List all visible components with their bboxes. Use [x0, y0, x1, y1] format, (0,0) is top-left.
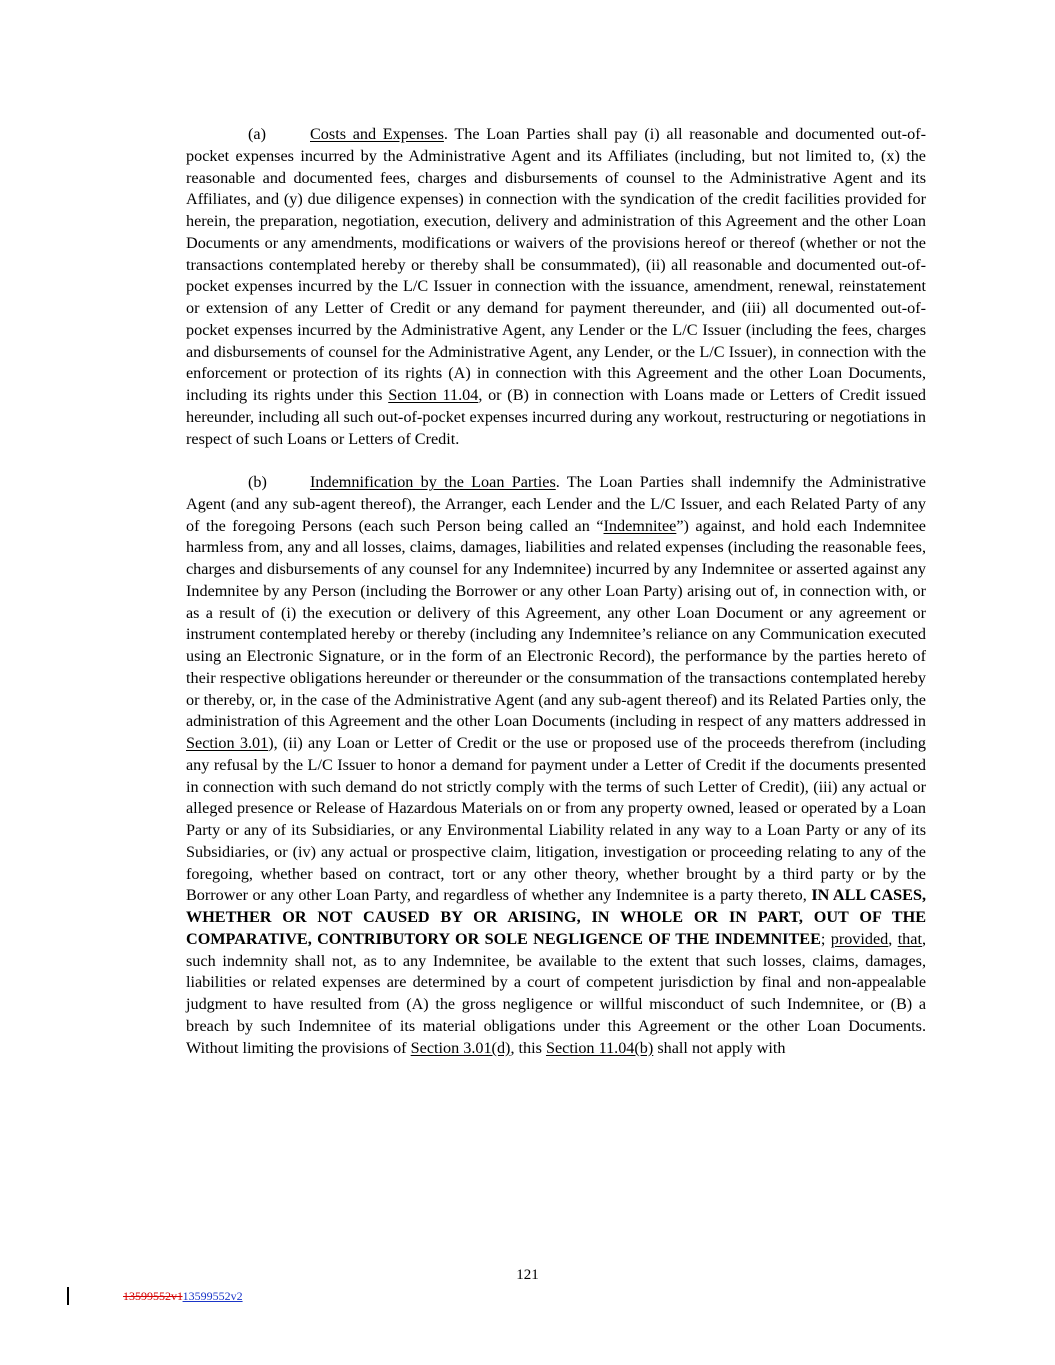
paragraph-costs-and-expenses: (a) Costs and Expenses. The Loan Parties shall pay (i) all reasonable and documented out-of-pocket expenses incurred by the Administrative Agent and its Affiliates (including, but not limited to, (x) the reasonable and documented fees, charges and disbursements of counsel to the Administrative Agent and its Affiliates, and (y) due diligence expenses) in connection with the syndication of the credit facilities provided for herein, the preparation, negotiation, execution, delivery and administration of this Agreement and the other Loan Documents or any amendments, modifications or waivers of the provisions hereof or thereof (whether or not the transactions contemplated hereby or thereby shall be consummated), (ii) all reasonable and documented out-of-pocket expenses incurred by the L/C Issuer in connection with the issuance, amendment, renewal, reinstatement or extension of any Letter of Credit or any demand for payment thereunder, and (iii) all documented out-of-pocket expenses incurred by the Administrative Agent, any Lender or the L/C Issuer (including the fees, charges and disbursements of counsel for the Administrative Agent, any Lender, or the L/C Issuer), in connection with the enforcement or protection of its rights (A) in connection with this Agreement and the other Loan Documents, including its rights under this Section 11.04, or (B) in connection with Loans made or Letters of Credit issued hereunder, including all such out-of-pocket expenses incurred during any workout, restructuring or negotiations in respect of such Loans or Letters of Credit.: [186, 125, 926, 448]
document-body: [186, 124, 926, 1059]
document-id-inserted: 13599552v2: [182, 1289, 243, 1303]
proviso-term: provided: [830, 929, 889, 948]
revision-change-bar: [67, 1287, 69, 1305]
document-id-deleted: 13599552v1: [123, 1289, 183, 1303]
paragraph-heading: Indemnification by the Loan Parties: [310, 473, 556, 491]
defined-term: Indemnitee: [603, 516, 677, 535]
page-number: 121: [516, 1267, 539, 1283]
proviso-term: that: [897, 929, 922, 948]
document-id: [123, 1289, 243, 1304]
paragraph-indemnification: (b) Indemnification by the Loan Parties. The Loan Parties shall indemnify the Administrative Agent (and any sub-agent thereof), the Arranger, each Lender and the L/C Issuer, and each Related Party of any of the foregoing Persons (each such Person being called an “Indemnitee”) against, and hold each Indemnitee harmless from, any and all losses, claims, damages, liabilities and related expenses (including the reasonable fees, charges and disbursements of any counsel for any Indemnitee) incurred by any Indemnitee or asserted against any Indemnitee by any Person (including the Borrower or any other Loan Party) arising out of, in connection with, or as a result of (i) the execution or delivery of this Agreement, any other Loan Document or any agreement or instrument contemplated hereby or thereby (including any Indemnitee’s reliance on any Communication executed using an Electronic Signature, or in the form of an Electronic Record), the performance by the parties hereto of their respective obligations hereunder or thereunder or the consummation of the transactions contemplated hereby or thereby, or, in the case of the Administrative Agent (and any sub-agent thereof) and its Related Parties only, the administration of this Agreement and the other Loan Documents (including in respect of any matters addressed in Section 3.01), (ii) any Loan or Letter of Credit or the use or proposed use of the proceeds therefrom (including any refusal by the L/C Issuer to honor a demand for payment under a Letter of Credit if the documents presented in connection with such demand do not strictly comply with the terms of such Letter of Credit), (iii) any actual or alleged presence or Release of Hazardous Materials on or from any property owned, leased or operated by a Loan Party or any of its Subsidiaries, or any Environmental Liability related in any way to a Loan Party or any of its Subsidiaries, or (iv) any actual or prospective claim, litigation, investigation or proceeding relating to any of the foregoing, whether based on contract, tort or any other theory, whether brought by a third party or by the Borrower or any other Loan Party, and regardless of whether any Indemnitee is a party thereto, IN ALL CASES, WHETHER OR NOT CAUSED BY OR ARISING, IN WHOLE OR IN PART, OUT OF THE COMPARATIVE, CONTRIBUTORY OR SOLE NEGLIGENCE OF THE INDEMNITEE; provided, that, such indemnity shall not, as to any Indemnitee, be available to the extent that such losses, claims, damages, liabilities or related expenses are determined by a court of competent jurisdiction by final and non-appealable judgment to have resulted from (A) the gross negligence or willful misconduct of such Indemnitee, or (B) a breach by such Indemnitee of its material obligations under this Agreement or the other Loan Documents. Without limiting the provisions of Section 3.01(d), this Section 11.04(b) shall not apply with: [186, 473, 927, 1057]
section-reference: Section 3.01(d): [410, 1038, 511, 1057]
section-reference: Section 11.04(b): [545, 1038, 654, 1057]
paragraph-heading: Costs and Expenses: [310, 125, 444, 143]
section-reference: Section 11.04: [388, 386, 479, 404]
section-reference: Section 3.01: [186, 734, 269, 752]
paragraph-label: (b): [248, 473, 267, 491]
paragraph-label: (a): [248, 125, 266, 143]
bold-negligence-clause: IN ALL CASES, WHETHER OR NOT CAUSED BY OR ARISING, IN WHOLE OR IN PART, OUT OF THE COMPARATIVE, CONTRIBUTORY OR SOLE NEGLIGENCE OF THE INDEMNITEE: [186, 886, 926, 948]
